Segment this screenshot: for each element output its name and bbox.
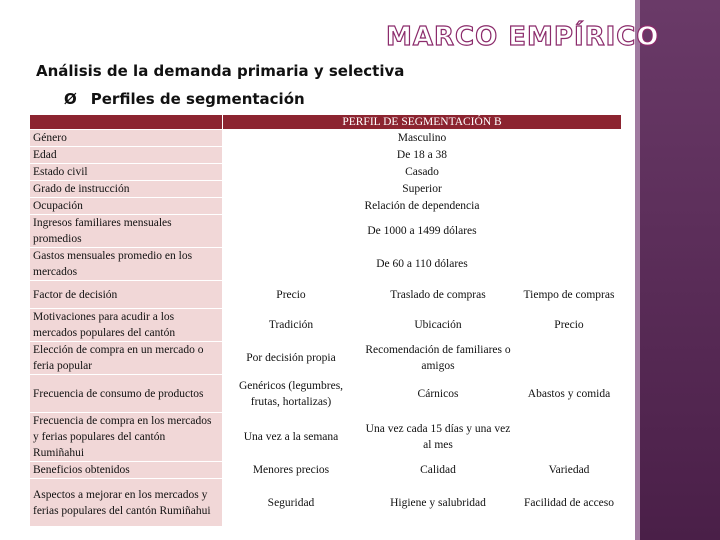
slide-heading: MARCO EMPÍRICO xyxy=(386,22,660,52)
row-label: Factor de decisión xyxy=(30,281,223,309)
profile-row xyxy=(30,181,622,198)
row-value: Precio xyxy=(517,309,622,342)
row-value: Seguridad xyxy=(223,479,360,527)
row-value: Precio xyxy=(223,281,360,309)
row-value: Superior xyxy=(223,181,622,198)
row-label: Frecuencia de compra en los mercados y ferias populares del cantón Rumiñahui xyxy=(30,413,223,462)
row-label: Frecuencia de consumo de productos xyxy=(30,375,223,413)
factor-row xyxy=(30,281,622,309)
row-label: Ocupación xyxy=(30,198,223,215)
profile-row xyxy=(30,130,622,147)
bullet-item xyxy=(64,90,305,108)
factor-row xyxy=(30,342,622,375)
header-blank-cell xyxy=(30,115,223,130)
profile-row xyxy=(30,147,622,164)
row-value: Tradición xyxy=(223,309,360,342)
row-value: Menores precios xyxy=(223,462,360,479)
row-value: Masculino xyxy=(223,130,622,147)
factor-row xyxy=(30,413,622,462)
row-value: Higiene y salubridad xyxy=(360,479,517,527)
row-label: Aspectos a mejorar en los mercados y ferias populares del cantón Rumiñahui xyxy=(30,479,223,527)
row-value: Abastos y comida xyxy=(517,375,622,413)
decorative-sidebar xyxy=(640,0,720,540)
row-label: Género xyxy=(30,130,223,147)
row-value: Una vez a la semana xyxy=(223,413,360,462)
bullet-text: Perfiles de segmentación xyxy=(90,90,305,108)
row-label: Beneficios obtenidos xyxy=(30,462,223,479)
row-value: Ubicación xyxy=(360,309,517,342)
row-value: Genéricos (legumbres, frutas, hortalizas) xyxy=(223,375,360,413)
row-label: Elección de compra en un mercado o feria popular xyxy=(30,342,223,375)
row-label: Grado de instrucción xyxy=(30,181,223,198)
factor-row xyxy=(30,309,622,342)
row-value: Calidad xyxy=(360,462,517,479)
row-value xyxy=(517,413,622,462)
profile-row xyxy=(30,198,622,215)
row-value: Facilidad de acceso xyxy=(517,479,622,527)
row-label: Edad xyxy=(30,147,223,164)
factor-row xyxy=(30,479,622,527)
row-value: Por decisión propia xyxy=(223,342,360,375)
row-label: Estado civil xyxy=(30,164,223,181)
row-value: Variedad xyxy=(517,462,622,479)
row-value: Relación de dependencia xyxy=(223,198,622,215)
factor-row xyxy=(30,375,622,413)
row-value: Casado xyxy=(223,164,622,181)
table-header-row xyxy=(30,115,622,130)
segmentation-table xyxy=(29,114,622,527)
row-value: Cárnicos xyxy=(360,375,517,413)
arrow-bullet-icon: Ø xyxy=(64,90,77,108)
row-value: Una vez cada 15 días y una vez al mes xyxy=(360,413,517,462)
profile-row xyxy=(30,248,622,281)
profile-row xyxy=(30,215,622,248)
row-label: Motivaciones para acudir a los mercados populares del cantón xyxy=(30,309,223,342)
slide-subtitle: Análisis de la demanda primaria y selectiva xyxy=(36,62,405,80)
row-value: De 18 a 38 xyxy=(223,147,622,164)
row-value: De 1000 a 1499 dólares xyxy=(223,215,622,248)
table-header: PERFIL DE SEGMENTACIÓN B xyxy=(223,115,622,130)
row-value: De 60 a 110 dólares xyxy=(223,248,622,281)
row-value: Tiempo de compras xyxy=(517,281,622,309)
row-label: Gastos mensuales promedio en los mercados xyxy=(30,248,223,281)
row-value xyxy=(517,342,622,375)
row-label: Ingresos familiares mensuales promedios xyxy=(30,215,223,248)
factor-row xyxy=(30,462,622,479)
row-value: Recomendación de familiares o amigos xyxy=(360,342,517,375)
profile-row xyxy=(30,164,622,181)
row-value: Traslado de compras xyxy=(360,281,517,309)
